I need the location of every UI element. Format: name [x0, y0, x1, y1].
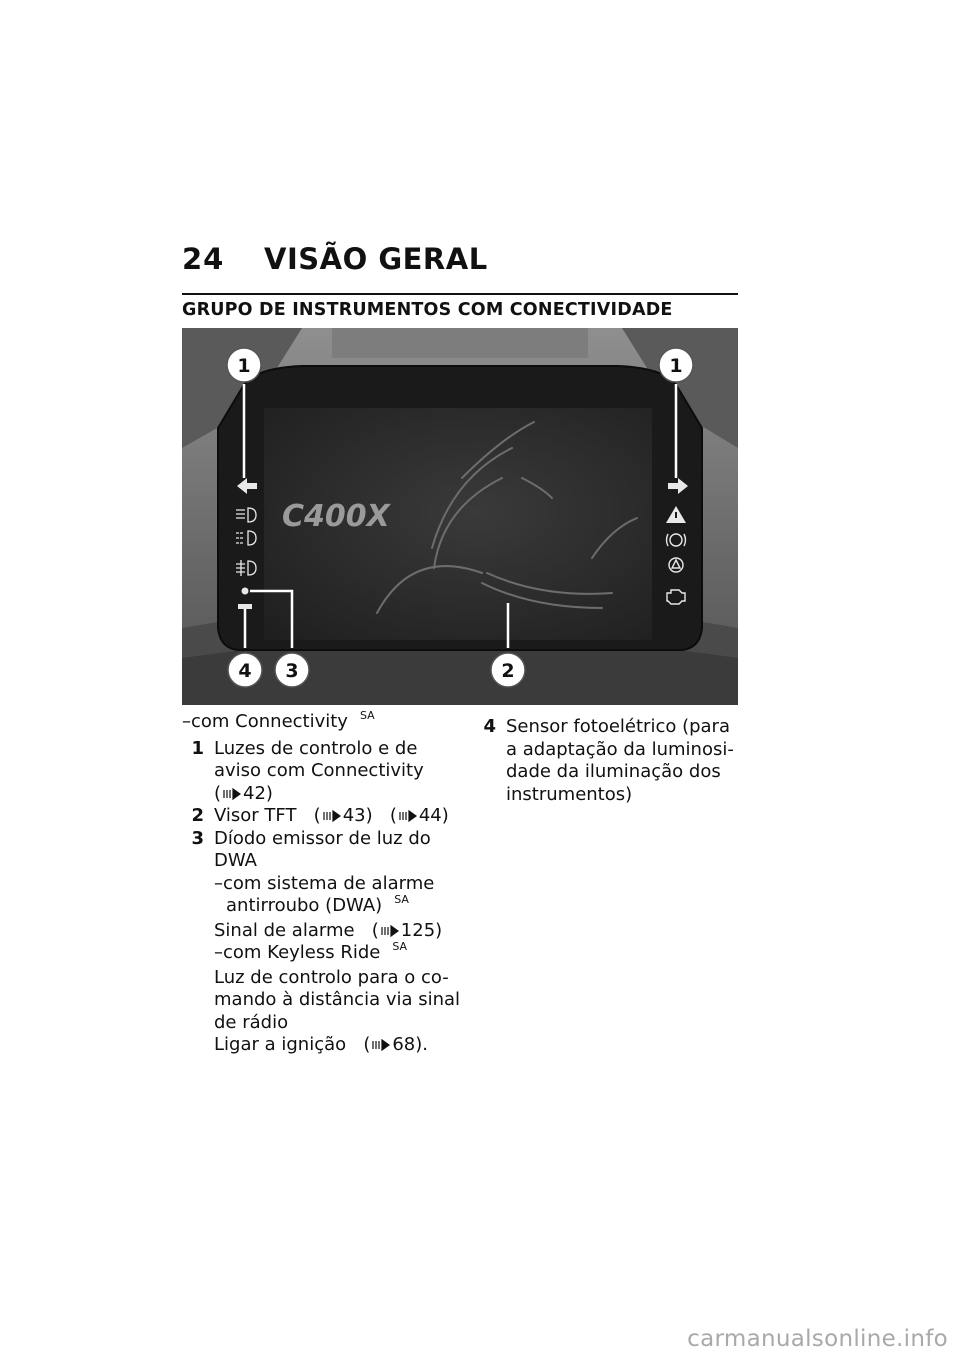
callout-4: [228, 653, 262, 687]
svg-text:1: 1: [669, 355, 683, 377]
connectivity-intro: –com Connectivity $^{SA}$: [182, 709, 375, 732]
svg-text:3: 3: [285, 660, 299, 682]
item-number: 2: [191, 805, 204, 826]
sa-badge: SA: [359, 709, 375, 722]
section-title: GRUPO DE INSTRUMENTOS COM CONECTIVIDADE: [182, 300, 673, 320]
item-number: 1: [191, 737, 204, 759]
dwa-led-icon: [242, 588, 249, 595]
page-ref-arrow-icon: [399, 810, 417, 822]
page-reference[interactable]: ( 42): [214, 782, 273, 804]
page-ref-arrow-icon: [223, 788, 241, 800]
callout-2: [491, 653, 525, 687]
page-ref-arrow-icon: [372, 1039, 390, 1051]
page-ref-arrow-icon: [381, 925, 399, 937]
chapter-title: VISÃO GERAL: [264, 242, 488, 276]
page-ref-arrow-icon: [323, 810, 341, 822]
variant-dwa: –com sistema de alarme: [214, 872, 435, 894]
legend-item-4: 4 Sensor fotoelétrico (para a adaptação da luminosi- dade da iluminação dos instrumentos): [474, 716, 738, 806]
legend-item-1: 1 Luzes de controlo e de aviso com Connectivity ( 42): [182, 738, 452, 806]
page-number: 24: [182, 242, 225, 276]
callout-1-right: [659, 348, 693, 382]
header-rule: [182, 293, 738, 295]
sa-badge: SA: [394, 893, 409, 906]
legend-item-2: 2 Visor TFT ( 43) ( 44): [182, 805, 452, 828]
item-number: 4: [483, 716, 496, 737]
instrument-cluster-illustration: [182, 328, 738, 705]
watermark: carmanualsonline.info: [687, 1326, 948, 1352]
legend-item-3: 3 Díodo emissor de luz do DWA –com sistema de alarme antirroubo (DWA) $^{SA}$ Sinal de alarme ( 125) –com Keyless Ride $^{SA}$ Luz de controlo para o co- mando à distância via sinal de rádio Ligar a ignição ( 68).: [182, 828, 452, 1057]
page-reference[interactable]: ( 68).: [363, 1034, 429, 1055]
svg-text:C400X: C400X: [282, 499, 390, 534]
item-number: 3: [191, 827, 204, 849]
variant-keyless: –com Keyless Ride: [214, 942, 381, 963]
svg-text:2: 2: [501, 660, 515, 682]
svg-text:1: 1: [237, 355, 251, 377]
instrument-cluster-figure: [182, 328, 738, 705]
screen-logo: [282, 499, 392, 534]
legend-left-column: [182, 709, 461, 1057]
sa-badge: SA: [392, 940, 408, 953]
page-reference[interactable]: ( 43): [313, 805, 373, 826]
page-reference[interactable]: ( 125): [371, 919, 443, 941]
legend-right-column: [474, 716, 738, 806]
callout-1-left: [227, 348, 261, 382]
callout-3: [275, 653, 309, 687]
photo-sensor-icon: [238, 604, 252, 609]
page-reference[interactable]: ( 44): [389, 805, 449, 826]
svg-text:4: 4: [238, 660, 252, 682]
